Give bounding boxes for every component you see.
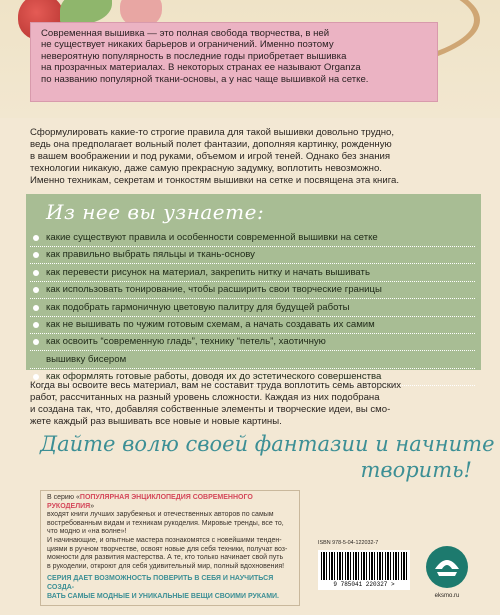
publisher-site: eksmo.ru <box>434 593 460 599</box>
barcode <box>318 550 410 590</box>
text-line: ведь она предполагает вольный полет фантазии, дополняя картинку, рожденную <box>30 139 392 150</box>
text-line: технологии никакую, даже самую прекрасную задумку, воплотить невозможно. <box>30 163 382 174</box>
description-paragraph <box>30 127 480 187</box>
tagline-line: СЕРИЯ ДАЕТ ВОЗМОЖНОСТЬ ПОВЕРИТЬ В СЕБЯ И НАУЧИТЬСЯ СОЗДА- <box>47 575 274 592</box>
list-item: как правильно выбрать пяльцы и ткань-основу <box>30 249 475 264</box>
series-suffix: » <box>90 502 95 510</box>
intro-line: Современная вышивка — это полная свобода творчества, в ней <box>41 28 330 39</box>
list-item: какие существуют правила и особенности современной вышивки на сетке <box>30 232 475 247</box>
series-intro <box>47 494 293 511</box>
slogan-line-1: Дайте волю своей фантазии и начните <box>40 432 495 456</box>
list-item: как перевести рисунок на материал, закрепить нитку и начать вышивать <box>30 267 475 282</box>
text-line: Именно техникам, секретам и тонкостям вышивки на сетке и посвящена эта книга. <box>30 175 400 186</box>
text-line: в вашем воображении и под руками, объемом и игрой теней. Однако без знания <box>30 151 391 162</box>
intro-box <box>30 22 438 102</box>
text-line: Сформулировать какие-то строгие правила для такой вышивки довольно трудно, <box>30 127 394 138</box>
series-line: что модно и «на волне»! <box>47 528 127 536</box>
series-line: востребованным видам и техникам рукоделия. Мировые тренды, все то, <box>47 519 284 527</box>
list-item: как не вышивать по чужим готовым схемам, а начать создавать их самим <box>30 319 475 334</box>
closing-paragraph <box>30 380 480 428</box>
text-line: и создана так, что, добавляя собственные элементы и творческие идеи, вы смо- <box>30 404 391 415</box>
barcode-number: 9 785041 220327 > <box>333 581 395 588</box>
barcode-bars <box>321 552 407 580</box>
series-prefix: В серию « <box>47 494 80 501</box>
series-line: в рукоделии, откроют для себя удивительный мир, полный вдохновения! <box>47 562 285 570</box>
intro-line: по названию популярной ткани-основы, а у нас чаще вышивкой на сетке. <box>41 73 369 85</box>
series-tagline <box>47 575 293 601</box>
intro-line: не существует никаких барьеров и ограничений. Именно поэтому <box>41 39 334 51</box>
text-line: работ, рассчитанных на разный уровень сложности. Каждая из них подобрана <box>30 392 380 403</box>
list-item: как освоить “современную гладь”, технику “петель”, хаотичную <box>30 336 475 351</box>
text-line: жете каждый раз вышивать все новые и новые картины. <box>30 416 282 427</box>
intro-line: на прозрачных материалах. В некоторых странах ее называют Organza <box>41 62 361 74</box>
learn-title: Из нее вы узнаете: <box>46 200 265 224</box>
slogan-line-2: творить! <box>360 458 472 482</box>
eksmo-logo-icon <box>425 545 469 589</box>
text-line: Когда вы освоите весь материал, вам не составит труда воплотить семь авторских <box>30 380 402 391</box>
intro-line: невероятную популярность в последние годы приобретает вышивка <box>41 50 347 62</box>
series-info-box <box>40 490 300 606</box>
list-item: как подобрать гармоничную цветовую палитру для будущей работы <box>30 302 475 317</box>
tagline-line: ВАТЬ САМЫЕ МОДНЫЕ И УНИКАЛЬНЫЕ ВЕЩИ СВОИМИ РУКАМИ. <box>47 592 280 600</box>
list-item: как оформлять готовые работы, доводя их до эстетического совершенства <box>30 371 475 386</box>
series-line: входят книги лучших зарубежных и отечественных авторов по самым <box>47 511 274 519</box>
isbn-text: ISBN 978-5-04-122032-7 <box>318 540 379 546</box>
series-line: И начинающие, и опытные мастера познакомятся с новейшими тенден- <box>47 536 282 544</box>
list-item: как использовать тонирование, чтобы расширить свои творческие границы <box>30 284 475 299</box>
series-line: можности для развития мастерства. А те, кто только начинает свой путь <box>47 554 284 562</box>
list-item-continuation: вышивку бисером <box>30 354 475 369</box>
learn-list <box>30 232 475 389</box>
series-line: циями в ручном творчестве, освоят новые для себя техники, получат воз- <box>47 545 288 553</box>
series-name: ПОПУЛЯРНАЯ ЭНЦИКЛОПЕДИЯ СОВРЕМЕННОГО РУКОДЕЛИЯ <box>47 494 253 510</box>
